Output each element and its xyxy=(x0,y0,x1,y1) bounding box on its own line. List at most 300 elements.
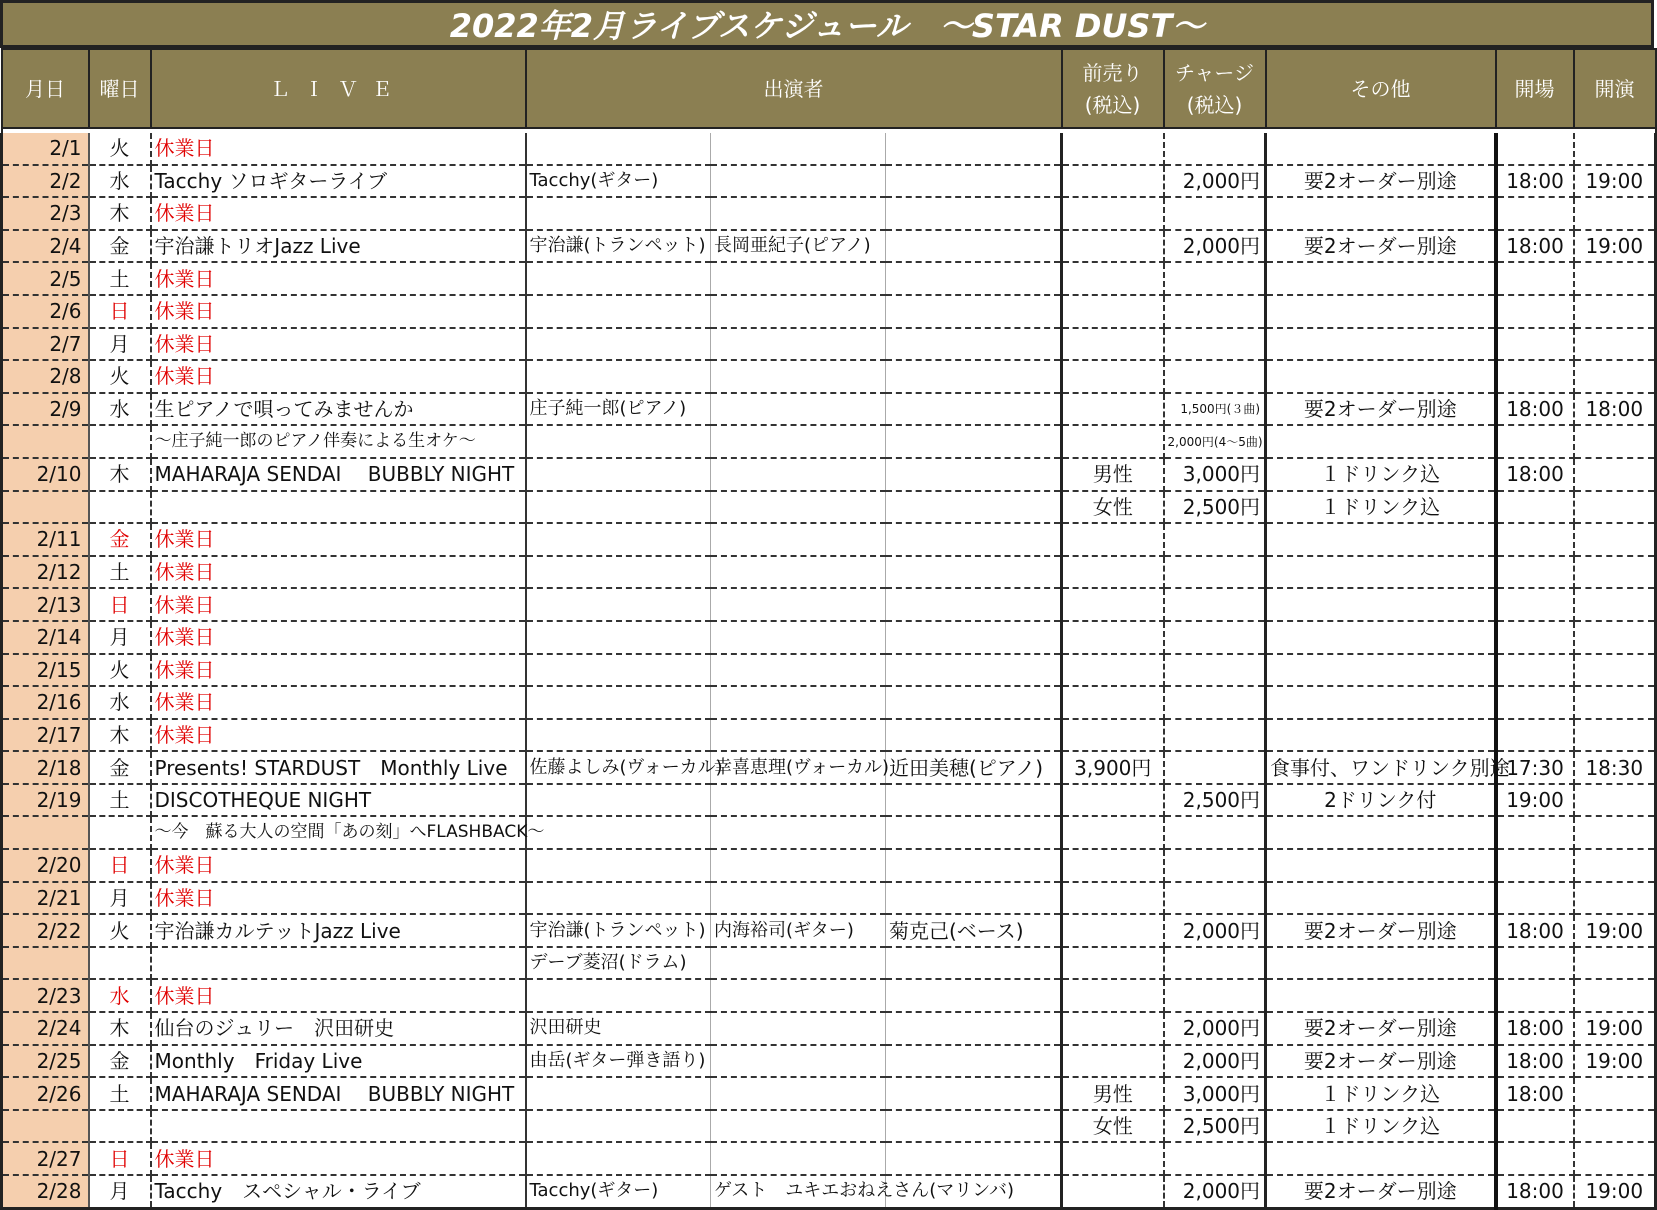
cell-open xyxy=(1496,654,1574,687)
table-row xyxy=(2,360,1656,393)
cell-dow: 木 xyxy=(89,1012,151,1045)
cell-live: 休業日 xyxy=(151,556,526,589)
cell-oth xyxy=(1266,523,1496,556)
cell-chg xyxy=(1164,1142,1266,1175)
cell-start xyxy=(1574,882,1656,915)
cell-date xyxy=(2,947,89,980)
cell-adv: 男性 xyxy=(1062,1077,1164,1110)
cell-p2 xyxy=(711,458,886,491)
cell-adv xyxy=(1062,621,1164,654)
header-date: 月日 xyxy=(2,49,89,128)
cell-open xyxy=(1496,523,1574,556)
cell-chg xyxy=(1164,979,1266,1012)
cell-date xyxy=(2,816,89,849)
cell-date: 2/7 xyxy=(2,328,89,361)
header-performers: 出演者 xyxy=(526,49,1062,128)
table-row xyxy=(2,1142,1656,1175)
cell-live: 休業日 xyxy=(151,328,526,361)
cell-start xyxy=(1574,295,1656,328)
cell-start xyxy=(1574,197,1656,230)
cell-start xyxy=(1574,1110,1656,1143)
cell-live: 休業日 xyxy=(151,654,526,687)
table-row xyxy=(2,816,1656,849)
cell-p3 xyxy=(886,621,1062,654)
cell-p3 xyxy=(886,816,1062,849)
cell-p2 xyxy=(711,295,886,328)
cell-chg xyxy=(1164,719,1266,752)
cell-date: 2/16 xyxy=(2,686,89,719)
cell-p1: Tacchy(ギター) xyxy=(526,165,711,198)
cell-chg xyxy=(1164,882,1266,915)
table-row xyxy=(2,133,1656,165)
cell-oth xyxy=(1266,816,1496,849)
page-title: 2022年2月ライブスケジュール ～STAR DUST～ xyxy=(449,7,1205,45)
cell-adv xyxy=(1062,654,1164,687)
cell-p3 xyxy=(886,719,1062,752)
cell-dow: 日 xyxy=(89,588,151,621)
cell-p1 xyxy=(526,425,711,458)
cell-start xyxy=(1574,1142,1656,1175)
cell-live: 生ピアノで唄ってみませんか xyxy=(151,393,526,426)
cell-dow xyxy=(89,816,151,849)
cell-p2 xyxy=(711,425,886,458)
cell-date: 2/17 xyxy=(2,719,89,752)
cell-oth: 要2オーダー別途 xyxy=(1266,1175,1496,1208)
cell-open: 18:00 xyxy=(1496,458,1574,491)
cell-live: 宇治謙カルテットJazz Live xyxy=(151,914,526,947)
cell-dow: 月 xyxy=(89,1175,151,1208)
cell-dow xyxy=(89,425,151,458)
cell-live: 休業日 xyxy=(151,133,526,165)
cell-p2 xyxy=(711,1012,886,1045)
cell-start xyxy=(1574,686,1656,719)
cell-p3 xyxy=(886,230,1062,263)
cell-live: 休業日 xyxy=(151,360,526,393)
cell-live: 休業日 xyxy=(151,849,526,882)
cell-p1: 宇治謙(トランペット) xyxy=(526,230,711,263)
cell-p2 xyxy=(711,719,886,752)
cell-oth: 食事付、ワンドリンク別途 xyxy=(1266,751,1496,784)
cell-p3 xyxy=(886,165,1062,198)
cell-date: 2/10 xyxy=(2,458,89,491)
cell-date xyxy=(2,1110,89,1143)
header-advance xyxy=(1062,49,1164,128)
cell-dow xyxy=(89,947,151,980)
cell-chg xyxy=(1164,654,1266,687)
title-bar xyxy=(0,0,1654,48)
cell-p1 xyxy=(526,654,711,687)
cell-start xyxy=(1574,328,1656,361)
cell-start xyxy=(1574,262,1656,295)
cell-p3 xyxy=(886,425,1062,458)
cell-p3 xyxy=(886,458,1062,491)
cell-open xyxy=(1496,425,1574,458)
cell-live: 仙台のジュリー 沢田研史 xyxy=(151,1012,526,1045)
schedule-table xyxy=(0,48,1657,1210)
cell-start: 19:00 xyxy=(1574,1012,1656,1045)
cell-p1 xyxy=(526,133,711,165)
cell-start xyxy=(1574,979,1656,1012)
cell-date: 2/26 xyxy=(2,1077,89,1110)
cell-start xyxy=(1574,816,1656,849)
cell-adv xyxy=(1062,1175,1164,1208)
header-advance-line1: 前売り xyxy=(1082,60,1143,85)
cell-adv xyxy=(1062,947,1164,980)
cell-adv xyxy=(1062,686,1164,719)
cell-open xyxy=(1496,328,1574,361)
cell-chg xyxy=(1164,328,1266,361)
cell-start xyxy=(1574,654,1656,687)
cell-p3 xyxy=(886,654,1062,687)
cell-date: 2/23 xyxy=(2,979,89,1012)
cell-open xyxy=(1496,979,1574,1012)
cell-dow: 火 xyxy=(89,133,151,165)
cell-oth: 要2オーダー別途 xyxy=(1266,165,1496,198)
cell-date: 2/21 xyxy=(2,882,89,915)
cell-chg xyxy=(1164,588,1266,621)
cell-dow: 水 xyxy=(89,393,151,426)
cell-dow: 土 xyxy=(89,784,151,817)
cell-adv xyxy=(1062,556,1164,589)
cell-open xyxy=(1496,686,1574,719)
cell-adv xyxy=(1062,262,1164,295)
cell-p1 xyxy=(526,882,711,915)
cell-live: DISCOTHEQUE NIGHT xyxy=(151,784,526,817)
cell-open: 18:00 xyxy=(1496,1012,1574,1045)
header-dow: 曜日 xyxy=(89,49,151,128)
cell-p3 xyxy=(886,1110,1062,1143)
cell-date: 2/14 xyxy=(2,621,89,654)
cell-start xyxy=(1574,133,1656,165)
cell-date: 2/5 xyxy=(2,262,89,295)
cell-p2 xyxy=(711,133,886,165)
cell-p1 xyxy=(526,360,711,393)
cell-p2 xyxy=(711,1077,886,1110)
cell-date: 2/18 xyxy=(2,751,89,784)
cell-open xyxy=(1496,556,1574,589)
cell-adv xyxy=(1062,588,1164,621)
cell-oth: １ドリンク込 xyxy=(1266,1077,1496,1110)
table-row xyxy=(2,523,1656,556)
cell-oth: 2ドリンク付 xyxy=(1266,784,1496,817)
cell-start xyxy=(1574,849,1656,882)
cell-chg xyxy=(1164,133,1266,165)
cell-dow: 月 xyxy=(89,621,151,654)
table-row xyxy=(2,393,1656,426)
table-row xyxy=(2,914,1656,947)
cell-date: 2/2 xyxy=(2,165,89,198)
cell-start xyxy=(1574,719,1656,752)
cell-p2: 長岡亜紀子(ピアノ) xyxy=(711,230,886,263)
header-open: 開場 xyxy=(1496,49,1574,128)
table-row xyxy=(2,262,1656,295)
cell-p3 xyxy=(886,360,1062,393)
cell-p1 xyxy=(526,849,711,882)
cell-p3 xyxy=(886,979,1062,1012)
cell-oth xyxy=(1266,947,1496,980)
table-row xyxy=(2,458,1656,491)
cell-open xyxy=(1496,882,1574,915)
cell-p3: 近田美穂(ピアノ) xyxy=(886,751,1062,784)
cell-live: MAHARAJA SENDAI BUBBLY NIGHT xyxy=(151,1077,526,1110)
cell-adv xyxy=(1062,816,1164,849)
cell-oth xyxy=(1266,654,1496,687)
cell-live: 休業日 xyxy=(151,295,526,328)
cell-dow: 金 xyxy=(89,523,151,556)
cell-live: 宇治謙トリオJazz Live xyxy=(151,230,526,263)
cell-adv xyxy=(1062,133,1164,165)
cell-p3: 菊克己(ベース) xyxy=(886,914,1062,947)
cell-oth xyxy=(1266,621,1496,654)
header-live: ＬＩＶＥ xyxy=(151,49,526,128)
cell-p2: 内海裕司(ギター) xyxy=(711,914,886,947)
cell-open xyxy=(1496,621,1574,654)
cell-dow: 火 xyxy=(89,360,151,393)
cell-dow: 木 xyxy=(89,458,151,491)
cell-chg: 1,500円(３曲) xyxy=(1164,393,1266,426)
cell-chg xyxy=(1164,621,1266,654)
cell-start: 19:00 xyxy=(1574,1175,1656,1208)
table-row xyxy=(2,165,1656,198)
cell-p1 xyxy=(526,621,711,654)
cell-oth: 要2オーダー別途 xyxy=(1266,230,1496,263)
table-row xyxy=(2,588,1656,621)
cell-adv xyxy=(1062,1142,1164,1175)
cell-dow: 金 xyxy=(89,1045,151,1078)
cell-adv xyxy=(1062,914,1164,947)
table-row xyxy=(2,1045,1656,1078)
cell-p3 xyxy=(886,133,1062,165)
header-start: 開演 xyxy=(1574,49,1656,128)
cell-date: 2/13 xyxy=(2,588,89,621)
cell-dow: 火 xyxy=(89,654,151,687)
cell-open xyxy=(1496,588,1574,621)
cell-dow: 水 xyxy=(89,165,151,198)
cell-p2 xyxy=(711,816,886,849)
cell-open xyxy=(1496,816,1574,849)
table-row xyxy=(2,784,1656,817)
cell-start: 19:00 xyxy=(1574,1045,1656,1078)
cell-start xyxy=(1574,425,1656,458)
cell-oth xyxy=(1266,133,1496,165)
cell-chg xyxy=(1164,556,1266,589)
cell-p1 xyxy=(526,784,711,817)
cell-p3 xyxy=(886,1077,1062,1110)
cell-open: 18:00 xyxy=(1496,393,1574,426)
cell-open xyxy=(1496,133,1574,165)
cell-date: 2/20 xyxy=(2,849,89,882)
cell-chg: 3,000円 xyxy=(1164,1077,1266,1110)
table-row xyxy=(2,556,1656,589)
cell-start: 19:00 xyxy=(1574,914,1656,947)
cell-dow: 日 xyxy=(89,1142,151,1175)
cell-date: 2/12 xyxy=(2,556,89,589)
cell-p3 xyxy=(886,556,1062,589)
cell-p3 xyxy=(886,523,1062,556)
cell-p3 xyxy=(886,947,1062,980)
cell-dow: 木 xyxy=(89,719,151,752)
cell-adv: 女性 xyxy=(1062,1110,1164,1143)
cell-open xyxy=(1496,295,1574,328)
cell-oth: １ドリンク込 xyxy=(1266,491,1496,524)
cell-chg: 2,000円 xyxy=(1164,230,1266,263)
cell-p3 xyxy=(886,1142,1062,1175)
cell-dow: 月 xyxy=(89,328,151,361)
cell-start xyxy=(1574,360,1656,393)
cell-live xyxy=(151,1110,526,1143)
table-row xyxy=(2,230,1656,263)
cell-p1: 佐藤よしみ(ヴォーカル) xyxy=(526,751,711,784)
cell-p2 xyxy=(711,491,886,524)
cell-start xyxy=(1574,523,1656,556)
cell-open xyxy=(1496,360,1574,393)
cell-start xyxy=(1574,556,1656,589)
cell-p1 xyxy=(526,328,711,361)
cell-start: 18:00 xyxy=(1574,393,1656,426)
cell-adv: 女性 xyxy=(1062,491,1164,524)
cell-chg: 2,000円 xyxy=(1164,1175,1266,1208)
cell-p1: 由岳(ギター弾き語り) xyxy=(526,1045,711,1078)
cell-date: 2/24 xyxy=(2,1012,89,1045)
table-row xyxy=(2,328,1656,361)
cell-oth xyxy=(1266,328,1496,361)
cell-dow xyxy=(89,1110,151,1143)
cell-live: ～庄子純一郎のピアノ伴奏による生オケ～ xyxy=(151,425,526,458)
cell-p1 xyxy=(526,686,711,719)
cell-date: 2/6 xyxy=(2,295,89,328)
cell-start: 18:30 xyxy=(1574,751,1656,784)
cell-start xyxy=(1574,491,1656,524)
cell-open xyxy=(1496,1142,1574,1175)
cell-live: MAHARAJA SENDAI BUBBLY NIGHT xyxy=(151,458,526,491)
cell-open: 17:30 xyxy=(1496,751,1574,784)
cell-adv xyxy=(1062,165,1164,198)
cell-start xyxy=(1574,588,1656,621)
cell-open: 18:00 xyxy=(1496,914,1574,947)
cell-p2 xyxy=(711,1142,886,1175)
cell-p2 xyxy=(711,1110,886,1143)
cell-open: 18:00 xyxy=(1496,165,1574,198)
cell-p3 xyxy=(886,295,1062,328)
table-row xyxy=(2,979,1656,1012)
cell-dow: 日 xyxy=(89,295,151,328)
cell-p2 xyxy=(711,360,886,393)
cell-live: 休業日 xyxy=(151,1142,526,1175)
cell-chg: 2,500円 xyxy=(1164,784,1266,817)
cell-p1 xyxy=(526,816,711,849)
cell-adv xyxy=(1062,393,1164,426)
cell-live: Monthly Friday Live xyxy=(151,1045,526,1078)
cell-date xyxy=(2,491,89,524)
cell-open: 18:00 xyxy=(1496,230,1574,263)
cell-open: 19:00 xyxy=(1496,784,1574,817)
cell-date: 2/19 xyxy=(2,784,89,817)
cell-date xyxy=(2,425,89,458)
cell-dow: 金 xyxy=(89,751,151,784)
cell-open xyxy=(1496,262,1574,295)
cell-p1 xyxy=(526,197,711,230)
cell-p1 xyxy=(526,262,711,295)
cell-adv xyxy=(1062,328,1164,361)
cell-oth xyxy=(1266,849,1496,882)
table-row xyxy=(2,882,1656,915)
cell-chg xyxy=(1164,686,1266,719)
cell-adv xyxy=(1062,230,1164,263)
cell-p2 xyxy=(711,588,886,621)
table-header xyxy=(2,49,1656,133)
cell-oth: １ドリンク込 xyxy=(1266,1110,1496,1143)
cell-oth xyxy=(1266,1142,1496,1175)
cell-chg xyxy=(1164,523,1266,556)
table-row xyxy=(2,751,1656,784)
cell-adv: 3,900円 xyxy=(1062,751,1164,784)
cell-date: 2/8 xyxy=(2,360,89,393)
cell-adv xyxy=(1062,425,1164,458)
cell-live xyxy=(151,947,526,980)
cell-p1: 庄子純一郎(ピアノ) xyxy=(526,393,711,426)
cell-date: 2/15 xyxy=(2,654,89,687)
cell-dow: 火 xyxy=(89,914,151,947)
cell-adv xyxy=(1062,360,1164,393)
cell-adv xyxy=(1062,295,1164,328)
cell-chg: 2,000円(4～5曲) xyxy=(1164,425,1266,458)
cell-p3 xyxy=(886,1012,1062,1045)
cell-open xyxy=(1496,197,1574,230)
cell-start xyxy=(1574,1077,1656,1110)
cell-live: 休業日 xyxy=(151,523,526,556)
cell-oth xyxy=(1266,719,1496,752)
table-row xyxy=(2,425,1656,458)
cell-adv xyxy=(1062,719,1164,752)
table-row xyxy=(2,295,1656,328)
cell-p2 xyxy=(711,556,886,589)
cell-date: 2/22 xyxy=(2,914,89,947)
cell-oth xyxy=(1266,686,1496,719)
cell-p1 xyxy=(526,1142,711,1175)
cell-start: 19:00 xyxy=(1574,165,1656,198)
cell-open xyxy=(1496,947,1574,980)
cell-oth xyxy=(1266,556,1496,589)
cell-p1 xyxy=(526,458,711,491)
cell-adv xyxy=(1062,882,1164,915)
cell-start xyxy=(1574,784,1656,817)
cell-live: 休業日 xyxy=(151,979,526,1012)
cell-p2 xyxy=(711,947,886,980)
cell-p3 xyxy=(886,784,1062,817)
cell-date: 2/9 xyxy=(2,393,89,426)
cell-p2 xyxy=(711,328,886,361)
cell-oth xyxy=(1266,295,1496,328)
cell-oth: 要2オーダー別途 xyxy=(1266,1045,1496,1078)
cell-live: 休業日 xyxy=(151,197,526,230)
cell-p3 xyxy=(886,491,1062,524)
cell-chg xyxy=(1164,295,1266,328)
cell-date: 2/25 xyxy=(2,1045,89,1078)
cell-dow: 土 xyxy=(89,262,151,295)
cell-p1 xyxy=(526,1077,711,1110)
table-row xyxy=(2,686,1656,719)
cell-p1 xyxy=(526,1110,711,1143)
cell-live: 休業日 xyxy=(151,262,526,295)
table-row xyxy=(2,1175,1656,1208)
cell-p1 xyxy=(526,491,711,524)
cell-open xyxy=(1496,849,1574,882)
schedule-body xyxy=(2,133,1656,1208)
table-row xyxy=(2,1012,1656,1045)
table-row xyxy=(2,947,1656,980)
cell-chg: 2,500円 xyxy=(1164,491,1266,524)
cell-p2 xyxy=(711,393,886,426)
